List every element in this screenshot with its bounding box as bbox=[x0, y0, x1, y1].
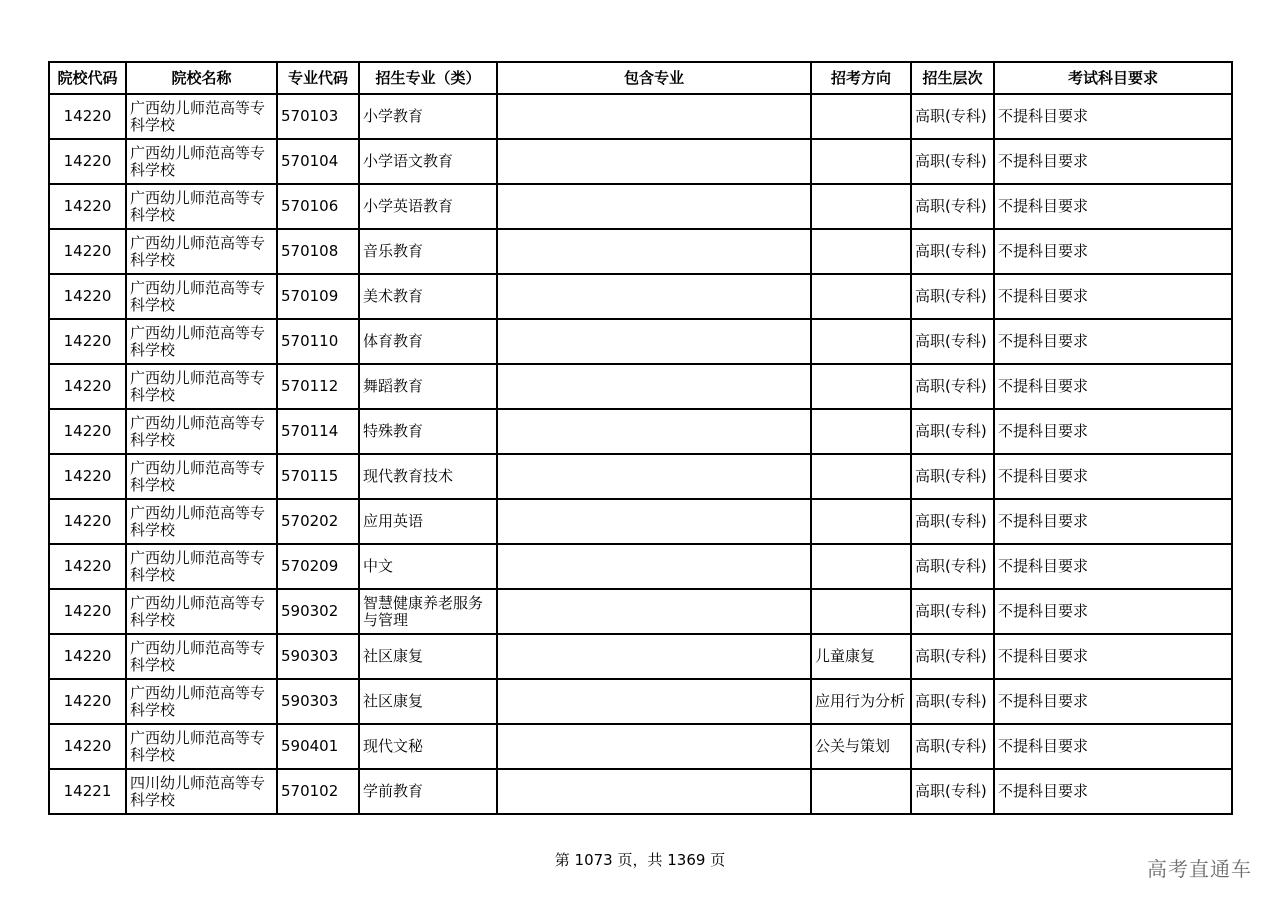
cell-school-code: 14220 bbox=[49, 634, 126, 679]
watermark-logo-text: 高考直通车 bbox=[1147, 857, 1252, 881]
cell-included-majors bbox=[497, 364, 811, 409]
cell-requirement: 不提科目要求 bbox=[994, 409, 1232, 454]
cell-major: 小学英语教育 bbox=[359, 184, 497, 229]
cell-school-code: 14220 bbox=[49, 274, 126, 319]
table-row bbox=[49, 364, 1232, 409]
table-row bbox=[49, 319, 1232, 364]
header-direction: 招考方向 bbox=[811, 62, 911, 94]
table-row bbox=[49, 94, 1232, 139]
cell-major: 智慧健康养老服务与管理 bbox=[359, 589, 497, 634]
cell-major: 特殊教育 bbox=[359, 409, 497, 454]
cell-major-code: 570115 bbox=[277, 454, 359, 499]
table-row bbox=[49, 634, 1232, 679]
table-row bbox=[49, 139, 1232, 184]
table-row bbox=[49, 589, 1232, 634]
cell-school-name: 广西幼儿师范高等专科学校 bbox=[126, 589, 277, 634]
cell-major-code: 570109 bbox=[277, 274, 359, 319]
cell-school-name: 广西幼儿师范高等专科学校 bbox=[126, 724, 277, 769]
cell-school-name: 广西幼儿师范高等专科学校 bbox=[126, 454, 277, 499]
cell-direction: 儿童康复 bbox=[811, 634, 911, 679]
cell-major-code: 570202 bbox=[277, 499, 359, 544]
table-row bbox=[49, 409, 1232, 454]
cell-school-code: 14221 bbox=[49, 769, 126, 814]
cell-included-majors bbox=[497, 499, 811, 544]
table-row bbox=[49, 769, 1232, 814]
cell-requirement: 不提科目要求 bbox=[994, 454, 1232, 499]
cell-included-majors bbox=[497, 454, 811, 499]
cell-level: 高职(专科) bbox=[911, 274, 994, 319]
cell-major-code: 590303 bbox=[277, 679, 359, 724]
cell-direction bbox=[811, 319, 911, 364]
cell-requirement: 不提科目要求 bbox=[994, 274, 1232, 319]
cell-major-code: 570209 bbox=[277, 544, 359, 589]
cell-direction bbox=[811, 139, 911, 184]
cell-direction bbox=[811, 589, 911, 634]
cell-direction bbox=[811, 769, 911, 814]
cell-level: 高职(专科) bbox=[911, 589, 994, 634]
cell-direction: 公关与策划 bbox=[811, 724, 911, 769]
cell-direction bbox=[811, 364, 911, 409]
cell-requirement: 不提科目要求 bbox=[994, 319, 1232, 364]
cell-major: 中文 bbox=[359, 544, 497, 589]
table-row bbox=[49, 544, 1232, 589]
cell-requirement: 不提科目要求 bbox=[994, 769, 1232, 814]
cell-level: 高职(专科) bbox=[911, 499, 994, 544]
cell-direction bbox=[811, 454, 911, 499]
cell-school-name: 广西幼儿师范高等专科学校 bbox=[126, 679, 277, 724]
cell-requirement: 不提科目要求 bbox=[994, 679, 1232, 724]
cell-school-code: 14220 bbox=[49, 454, 126, 499]
cell-school-name: 广西幼儿师范高等专科学校 bbox=[126, 364, 277, 409]
cell-major: 现代文秘 bbox=[359, 724, 497, 769]
cell-major: 社区康复 bbox=[359, 634, 497, 679]
cell-school-code: 14220 bbox=[49, 544, 126, 589]
cell-requirement: 不提科目要求 bbox=[994, 589, 1232, 634]
cell-major: 学前教育 bbox=[359, 769, 497, 814]
cell-requirement: 不提科目要求 bbox=[994, 184, 1232, 229]
cell-school-code: 14220 bbox=[49, 409, 126, 454]
table-row bbox=[49, 229, 1232, 274]
cell-level: 高职(专科) bbox=[911, 409, 994, 454]
cell-included-majors bbox=[497, 409, 811, 454]
header-row bbox=[49, 62, 1232, 94]
cell-requirement: 不提科目要求 bbox=[994, 229, 1232, 274]
table-row bbox=[49, 499, 1232, 544]
header-included-majors: 包含专业 bbox=[497, 62, 811, 94]
cell-level: 高职(专科) bbox=[911, 229, 994, 274]
header-school-name: 院校名称 bbox=[126, 62, 277, 94]
cell-school-name: 四川幼儿师范高等专科学校 bbox=[126, 769, 277, 814]
cell-requirement: 不提科目要求 bbox=[994, 94, 1232, 139]
header-major-code: 专业代码 bbox=[277, 62, 359, 94]
table-row bbox=[49, 724, 1232, 769]
cell-major: 现代教育技术 bbox=[359, 454, 497, 499]
cell-direction bbox=[811, 409, 911, 454]
cell-included-majors bbox=[497, 589, 811, 634]
cell-included-majors bbox=[497, 544, 811, 589]
cell-included-majors bbox=[497, 94, 811, 139]
cell-requirement: 不提科目要求 bbox=[994, 364, 1232, 409]
cell-direction bbox=[811, 229, 911, 274]
cell-school-code: 14220 bbox=[49, 724, 126, 769]
cell-direction bbox=[811, 184, 911, 229]
cell-school-name: 广西幼儿师范高等专科学校 bbox=[126, 139, 277, 184]
cell-school-name: 广西幼儿师范高等专科学校 bbox=[126, 319, 277, 364]
cell-major-code: 570102 bbox=[277, 769, 359, 814]
table-row bbox=[49, 679, 1232, 724]
cell-school-code: 14220 bbox=[49, 229, 126, 274]
cell-level: 高职(专科) bbox=[911, 364, 994, 409]
cell-major-code: 590303 bbox=[277, 634, 359, 679]
cell-requirement: 不提科目要求 bbox=[994, 724, 1232, 769]
cell-major: 社区康复 bbox=[359, 679, 497, 724]
header-school-code: 院校代码 bbox=[49, 62, 126, 94]
cell-school-code: 14220 bbox=[49, 499, 126, 544]
cell-school-code: 14220 bbox=[49, 679, 126, 724]
table-row bbox=[49, 454, 1232, 499]
cell-level: 高职(专科) bbox=[911, 454, 994, 499]
cell-major: 美术教育 bbox=[359, 274, 497, 319]
cell-major: 小学语文教育 bbox=[359, 139, 497, 184]
cell-included-majors bbox=[497, 769, 811, 814]
cell-school-code: 14220 bbox=[49, 319, 126, 364]
cell-major-code: 570106 bbox=[277, 184, 359, 229]
table-row bbox=[49, 184, 1232, 229]
cell-school-code: 14220 bbox=[49, 139, 126, 184]
admission-table bbox=[48, 61, 1233, 815]
cell-major-code: 570103 bbox=[277, 94, 359, 139]
header-level: 招生层次 bbox=[911, 62, 994, 94]
cell-major-code: 590401 bbox=[277, 724, 359, 769]
cell-school-code: 14220 bbox=[49, 589, 126, 634]
cell-requirement: 不提科目要求 bbox=[994, 499, 1232, 544]
cell-level: 高职(专科) bbox=[911, 319, 994, 364]
cell-major-code: 570112 bbox=[277, 364, 359, 409]
cell-school-code: 14220 bbox=[49, 364, 126, 409]
cell-major: 舞蹈教育 bbox=[359, 364, 497, 409]
cell-major-code: 570114 bbox=[277, 409, 359, 454]
cell-major: 小学教育 bbox=[359, 94, 497, 139]
table-body bbox=[49, 94, 1232, 814]
cell-requirement: 不提科目要求 bbox=[994, 634, 1232, 679]
cell-major-code: 570110 bbox=[277, 319, 359, 364]
cell-direction bbox=[811, 94, 911, 139]
cell-school-code: 14220 bbox=[49, 94, 126, 139]
cell-included-majors bbox=[497, 229, 811, 274]
page-footer: 第 1073 页，共 1369 页 bbox=[554, 851, 726, 869]
cell-included-majors bbox=[497, 724, 811, 769]
cell-level: 高职(专科) bbox=[911, 139, 994, 184]
cell-school-name: 广西幼儿师范高等专科学校 bbox=[126, 499, 277, 544]
cell-level: 高职(专科) bbox=[911, 634, 994, 679]
cell-direction bbox=[811, 274, 911, 319]
cell-level: 高职(专科) bbox=[911, 184, 994, 229]
cell-school-name: 广西幼儿师范高等专科学校 bbox=[126, 634, 277, 679]
header-requirement: 考试科目要求 bbox=[994, 62, 1232, 94]
cell-direction: 应用行为分析 bbox=[811, 679, 911, 724]
cell-major: 应用英语 bbox=[359, 499, 497, 544]
cell-level: 高职(专科) bbox=[911, 724, 994, 769]
cell-major-code: 570104 bbox=[277, 139, 359, 184]
cell-school-name: 广西幼儿师范高等专科学校 bbox=[126, 229, 277, 274]
cell-school-name: 广西幼儿师范高等专科学校 bbox=[126, 544, 277, 589]
cell-school-name: 广西幼儿师范高等专科学校 bbox=[126, 94, 277, 139]
cell-direction bbox=[811, 499, 911, 544]
cell-requirement: 不提科目要求 bbox=[994, 139, 1232, 184]
cell-school-name: 广西幼儿师范高等专科学校 bbox=[126, 409, 277, 454]
cell-major-code: 590302 bbox=[277, 589, 359, 634]
cell-requirement: 不提科目要求 bbox=[994, 544, 1232, 589]
cell-included-majors bbox=[497, 319, 811, 364]
cell-included-majors bbox=[497, 679, 811, 724]
header-major: 招生专业（类） bbox=[359, 62, 497, 94]
cell-direction bbox=[811, 544, 911, 589]
cell-included-majors bbox=[497, 634, 811, 679]
cell-level: 高职(专科) bbox=[911, 94, 994, 139]
cell-school-name: 广西幼儿师范高等专科学校 bbox=[126, 274, 277, 319]
cell-school-name: 广西幼儿师范高等专科学校 bbox=[126, 184, 277, 229]
cell-level: 高职(专科) bbox=[911, 544, 994, 589]
cell-included-majors bbox=[497, 274, 811, 319]
cell-major: 体育教育 bbox=[359, 319, 497, 364]
cell-included-majors bbox=[497, 184, 811, 229]
table-row bbox=[49, 274, 1232, 319]
cell-school-code: 14220 bbox=[49, 184, 126, 229]
cell-major-code: 570108 bbox=[277, 229, 359, 274]
cell-level: 高职(专科) bbox=[911, 679, 994, 724]
cell-level: 高职(专科) bbox=[911, 769, 994, 814]
cell-major: 音乐教育 bbox=[359, 229, 497, 274]
cell-included-majors bbox=[497, 139, 811, 184]
